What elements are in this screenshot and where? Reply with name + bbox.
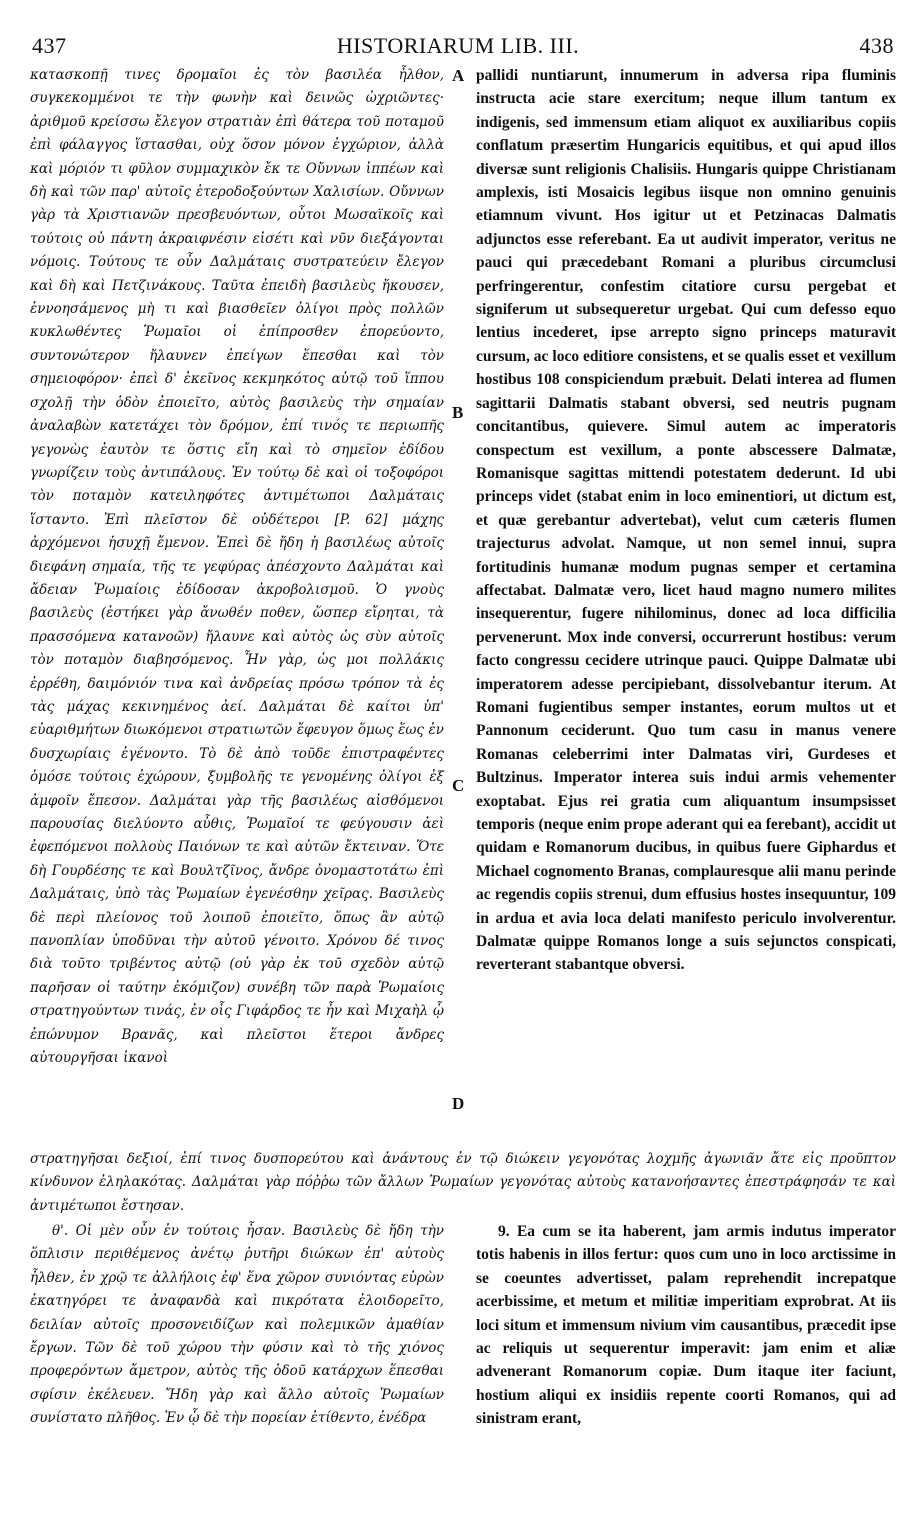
latin-text-column bbox=[476, 64, 896, 977]
greek-section-9: θ'. Οἱ μὲν οὖν ἐν τούτοις ἦσαν. Βασιλεὺς δὲ ἤδη τὴν ὅπλισιν περιθέμενος ἀνέτῳ ῥυτῆρι διώκων ἐπ' αὐτοὺς ἦλθεν, ἐν χρῷ τε ἀλλήλοις ἐφ' ἕνα χῶρον συνιόντας εὑρὼν ἐκατηγόρει τε ἀναφανδὰ καὶ πικρότατα ἐλοιδορεῖτο, δειλίαν αὐτοῖς προσονειδίζων καὶ πολεμικῶν ἀμαθίαν ἔργων. Τῶν δὲ τοῦ χώρου τὴν φύσιν καὶ τὸ τῆς χιόνος προφερόντων ἄμετρον, αὐτὸς τῆς ὁδοῦ κατάρχων ἕπεσθαι σφίσιν ἐκέλευεν. Ἤδη γὰρ καὶ ἄλλο αὐτοῖς Ῥωμαίων συνίστατο πλῆθος. Ἐν ᾧ δὲ τὴν πορείαν ἐτίθεντο, ἐνέδρα bbox=[30, 1223, 444, 1427]
margin-marker-d: D bbox=[452, 1094, 465, 1113]
latin-section-9: 9. Ea cum se ita haberent, jam armis indutus imperator totis habenis in illos fertur: quos cum uno in loco arctissime in se coeuntes advertisset, palam reprehendit increpatque acerbissime, et metum et militiæ imperitiam exprobrat. At iis loci situm et immensum nivium vim causantibus, præcedit ipse ac reliquis ut sequerentur imperavit: jam enim et aliæ advenerant Romanorum copiæ. Dum itaque iter faciunt, hostium aliqui ex insidiis repente coorti Romanos, qui ad sinistram erant, bbox=[476, 1223, 896, 1428]
page-number-left: 437 bbox=[32, 33, 67, 58]
greek-text-column bbox=[30, 64, 444, 1070]
running-title: HISTORIARUM LIB. III. bbox=[336, 33, 580, 58]
greek-continuation: στρατηγῆσαι δεξιοί, ἐπί τινος δυσπορεύτου καὶ ἀνάντους ἐν τῷ διώκειν γεγονότας λοχμῆς ἀγωνιᾶν ἄτε εἰς προῦπτον κίνδυνον ἐληλακότας. Δαλμάται γὰρ πόῤῥω τῶν ἄλλων Ῥωμαίων γεγονότας αὐτοὺς κατανοήσαντες ἐπεστράφησάν τε καὶ ἀντιμέτωποι ἔστησαν. bbox=[30, 1151, 896, 1214]
latin-paragraph: pallidi nuntiarunt, innumerum in adversa ripa fluminis instructa acie stare exercitum; neque illum tantum ex indigenis, sed immensum etiam aliquot ex auxiliaribus copiis conflatum præsertim Hungaricis equitibus, et qui apud illos diversæ sunt religionis Chalisiis. Hungaris quippe Christianam amplexis, isti Mosaicis legibus iisque non omnino genuinis etiamnum vivunt. Hos igitur ut et Petzinacas Dalmatis adjunctos esse referebant. Ea ut audivit imperator, veritus ne pauci qui præcedebant Romani a pluribus circumclusi perfringerentur, confestim citatiore cursu pergebat et signiferum ut subsequeretur urgebat. Qui cum defesso equo lentius incederet, ipse arrepto signo princeps maturavit cursum, ac loco editiore consistens, et se qualis esset et vexillum hostibus 108 conspiciendum præbuit. Delati interea ad flumen sagittarii Dalmatis stabant obversi, sed neutris pugnam concitantibus, quievere. Simul autem ac imperatoris conspectum est vexillum, a ponte abscessere Dalmatæ, Romanisque sagittas mittendi potestatem dederunt. Id ubi princeps videt (stabat enim in loco eminentiori, ut dictum est, et quæ gerebantur advertebat), velut cum cæteris flumen trajecturus advolat. Namque, ut non semel innui, supra fortitudinis humanæ modum pugnas semper et certamina affectabat. Dalmatæ vero, licet haud magno numero milites insequerentur, fugere nihilominus, donec ad loca difficilia pervenerunt. Mox inde conversi, occurrerunt hostibus: verum facto congressu cecidere utrinque pauci. Quippe Dalmatæ ubi imperatorem adesse percipiebant, dissolvebantur iterum. At Romani fugientibus semper instantes, eorum multos ut et Pannonum ceciderunt. Quo tum casu in manus venere Romanas celeberrimi inter Dalmatas viri, Gurdeses et Bultzinus. Imperator interea suis indui armis vehementer exoptabat. Ejus rei gratia cum aliquantum insumpsisset temporis (neque enim prope aderant qui ea ferebant), accidit ut quidam e Romanorum ducibus, in quibus fuere Giphardus et Michael cognomento Branas, complauresque alii manu perinde ac regendis copiis strenui, dum effusius hostes insequuntur, 109 in ardua et avia loca delati manifesto periculo involverentur. Dalmatæ quippe Romanos longe a suis sejunctos conspicati, reverterant stabantque obversi. bbox=[476, 67, 896, 974]
greek-full-width-paragraph bbox=[30, 1148, 896, 1218]
page-number-right: 438 bbox=[859, 33, 894, 58]
margin-marker-b: B bbox=[452, 403, 464, 422]
greek-section-9-column bbox=[30, 1220, 444, 1431]
margin-marker-c: C bbox=[452, 776, 465, 795]
margin-marker-a: A bbox=[452, 66, 465, 85]
running-header bbox=[0, 33, 916, 63]
latin-section-9-column bbox=[476, 1220, 896, 1431]
greek-paragraph: κατασκοπῇ τινες δρομαῖοι ἐς τὸν βασιλέα ἦλθον, συγκεκομμένοι τε τὴν φωνὴν καὶ δεινῶς ὠχριῶντες· ἀριθμοῦ κρείσσω ἔλεγον στρατιὰν ἐπὶ θάτερα τοῦ ποταμοῦ ἐπὶ φάλαγγος ἵστασθαι, οὐχ ὅσον μόνον ἐγχώριον, ἀλλὰ καὶ μόριόν τι φῦλον συμμαχικὸν ἔκ τε Οὔννων ἱππέων καὶ δὴ καὶ τῶν παρ' αὐτοῖς ἑτεροδοξούντων Χαλισίων. Οὔννων γὰρ τὰ Χριστιανῶν πρεσβευόντων, οὗτοι Μωσαϊκοῖς καὶ τούτοις οὐ πάντη ἀκραιφνέσιν εἰσέτι καὶ νῦν διεξάγονται νόμοις. Τούτους τε οὖν Δαλμάταις συστρατεύειν ἔλεγον καὶ δὴ καὶ Πετζινάκους. Ταῦτα ἐπειδὴ βασιλεὺς ἤκουσεν, ἐννοησάμενος μὴ τι καὶ βιασθεῖεν ὀλίγοι πρὸς πολλῶν κυκλωθέντες Ῥωμαῖοι οἱ ἐπίπροσθεν ἐπορεύοντο, συντονώτερον ἤλαυνεν ἐπείγων ἕπεσθαι καὶ τὸν σημειοφόρον· ἐπεὶ δ' ἐκεῖνος κεκμηκότος αὐτῷ τοῦ ἵππου σχολῇ τὴν ὁδὸν ἐποιεῖτο, αὐτὸς βασιλεὺς τὴν σημαίαν ἀναλαβὼν κατετάχει τὸν δρόμον, ἐπί τινός τε περιωπῆς γεγονὼς ἑαυτὸν τε ὅστις εἴη καὶ τὸ σημεῖον ἐδίδου γνωρίζειν τοὺς ἀντιπάλους. Ἐν τούτῳ δὲ καὶ οἱ τοξοφόροι τὸν ποταμὸν κατειληφότες ἀντιμέτωποι Δαλμάταις ἵσταντο. Ἐπὶ πλεῖστον δὲ οὐδέτεροι [P. 62] μάχης ἀρχόμενοι ἡσυχῇ ἔμενον. Ἐπεὶ δὲ ἤδη ἡ βασιλέως αὐτοῖς διεφάνη σημαία, τῆς τε γεφύρας ἀπέσχοντο Δαλμάται καὶ ἄδειαν Ῥωμαίοις ἐδίδοσαν ἀκροβολισμοῦ. Ὁ γνοὺς βασιλεὺς (ἑστήκει γὰρ ἄνωθέν ποθεν, ὥσπερ εἴρηται, τὰ πρασσόμενα κατανοῶν) ἤλαυνε καὶ αὐτὸς ὡς σὺν αὐτοῖς τὸν ποταμὸν διαβησόμενος. Ἦν γὰρ, ὡς μοι πολλάκις ἐρρέθη, δαιμόνιόν τινα καὶ ἀνδρείας πρόσω τρόπον τὰ ἐς τὰς μάχας κεκινημένος ἀεί. Δαλμάται δὲ καίτοι ὑπ' εὐαριθμήτων διωκόμενοι στρατιωτῶν ἔφευγον ὅμως ἕως ἐν δυσχωρίαις ἐγένοντο. Τὸ δὲ ἀπὸ τοῦδε ἐπιστραφέντες ὁμόσε τούτοις ἐχώρουν, ξυμβολῆς τε γενομένης ὀλίγοι ἐξ ἀμφοῖν ἔπεσον. Δαλμάται γὰρ τῆς βασιλέως αἰσθόμενοι παρουσίας διελύοντο αὖθις, Ῥωμαῖοί τε φεύγουσιν ἀεὶ ἐφεπόμενοι πολλοὺς Παιόνων τε καὶ αὐτῶν ἔκτειναν. Ὅτε δὴ Γουρδέσης τε καὶ Βουλτζῖνος, ἄνδρε ὀνομαστοτάτω ἐπὶ Δαλμάταις, ὑπὸ τὰς Ῥωμαίων ἐγενέσθην χεῖρας. Βασιλεὺς δὲ περὶ πλείονος τοῦ λοιποῦ ἐποιεῖτο, ὅπως ἂν αὐτῷ πανοπλίαν ὑποδῦναι τὴν αὐτοῦ γένοιτο. Χρόνου δέ τινος διὰ τοῦτο τριβέντος αὐτῷ (οὐ γὰρ ἐκ τοῦ σχεδὸν αὐτῷ παρῆσαν οἱ ταύτην ἐκόμιζον) συνέβη τῶν παρὰ Ῥωμαίοις στρατηγούντων τινάς, ἐν οἷς Γιφάρδος τε ἦν καὶ Μιχαὴλ ᾧ ἐπώνυμον Βρανᾶς, καὶ πλεῖστοι ἕτεροι ἄνδρες αὐτουργῆσαι ἱκανοὶ bbox=[30, 67, 444, 1067]
